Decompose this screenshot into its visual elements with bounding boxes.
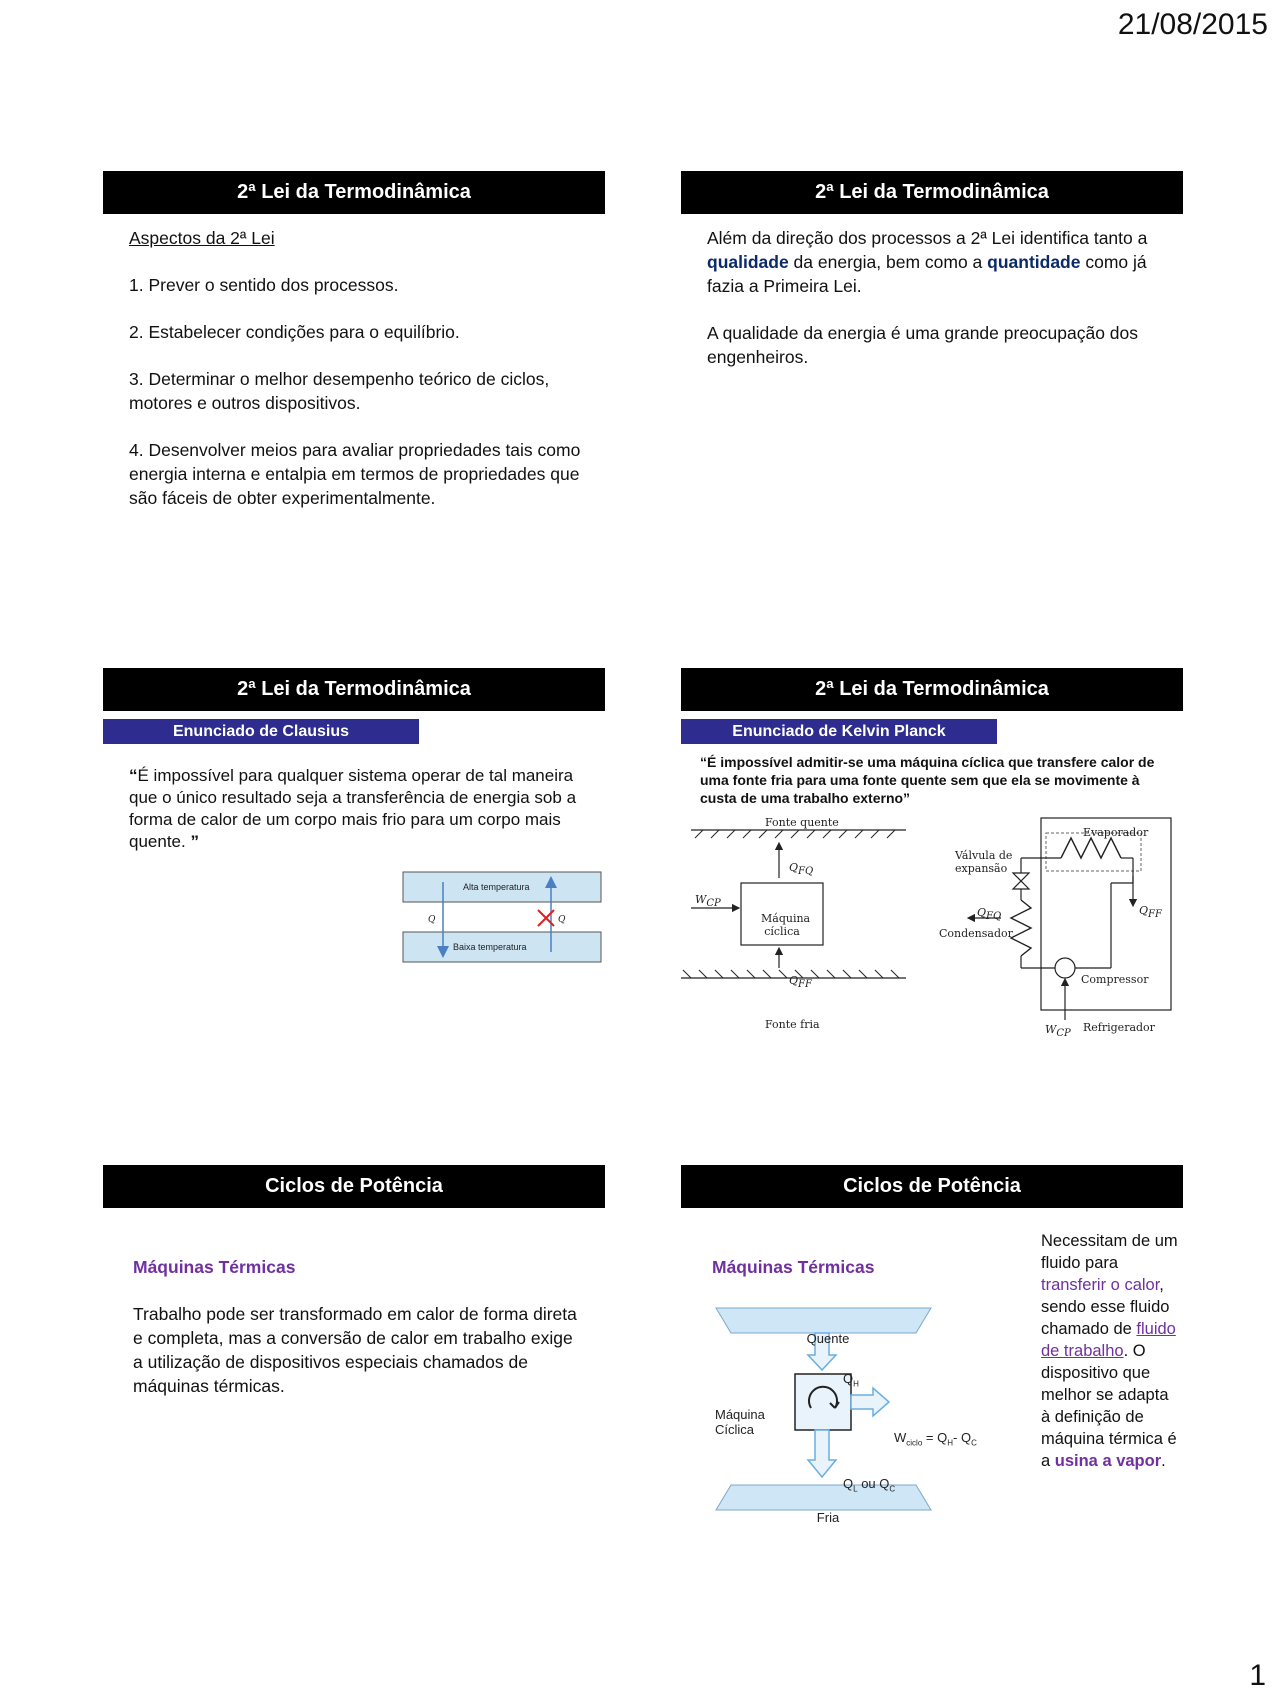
slide-heading: Aspectos da 2ª Lei (129, 228, 275, 248)
label-fria: Fria (816, 1510, 840, 1525)
label-q-fq: $Q_{FQ}$ (789, 861, 814, 878)
slide-title: 2ª Lei da Termodinâmica (103, 668, 605, 711)
label-q-fq-refrig: $Q_{FQ}$ (977, 906, 1002, 923)
slide-body (133, 1255, 585, 1421)
paragraph-quality: Além da direção dos processos a 2ª Lei identifica tanto a qualidade da energia, bem como a quantidade como já fazia a Primeira Lei. (707, 228, 1148, 296)
slide-body (129, 226, 585, 533)
q-right: Q (558, 915, 566, 925)
slide-2 (681, 171, 1183, 601)
label-compressor: Compressor (1081, 973, 1149, 986)
kelvin-quote: “É impossível admitir-se uma máquina cíclica que transfere calor de uma fonte fria para uma fonte quente sem que ela se movimente à custa de uma trabalho externo” (700, 754, 1155, 806)
slide-title: 2ª Lei da Termodinâmica (681, 171, 1183, 214)
link-transferir-calor[interactable]: transferir o calor (1041, 1276, 1160, 1294)
list-item: 3. Determinar o melhor desempenho teórico de ciclos, motores e outros dispositivos. (129, 369, 550, 413)
slide-6 (681, 1165, 1183, 1645)
label-q-ff-refrig: $Q_{FF}$ (1139, 904, 1162, 921)
compressor-circle (1055, 958, 1075, 978)
list-item: 4. Desenvolver meios para avaliar propriedades tais como energia interna e entalpia em termos de propriedades que são fáceis de obter experimentalmente. (129, 440, 581, 508)
label-valvula: Válvula de expansão (955, 849, 1013, 875)
keyword-quantidade: quantidade (987, 252, 1081, 272)
label-q-ff: $Q_{FF}$ (789, 974, 812, 991)
slide-1 (103, 171, 605, 601)
keyword-usina-vapor: usina a vapor (1054, 1452, 1162, 1470)
label-w-cp-refrig: $W_{CP}$ (1045, 1023, 1071, 1040)
label-evaporador: Evaporador (1083, 826, 1149, 839)
slide-title: Ciclos de Potência (681, 1165, 1183, 1208)
slide-subtitle: Enunciado de Kelvin Planck (681, 719, 997, 744)
label-fonte-quente: Fonte quente (765, 816, 839, 829)
q-left: Q (428, 915, 436, 925)
page-date: 21/08/2015 (1117, 8, 1268, 41)
slide-heading: Máquinas Térmicas (712, 1257, 875, 1277)
label-refrigerador: Refrigerador (1083, 1021, 1155, 1034)
slide-heading: Máquinas Térmicas (133, 1257, 296, 1277)
label-w-equation: $W_{ciclo} = Q_H-$ $Q_C$ (894, 1430, 977, 1448)
clausius-quote: “É impossível para qualquer sistema operar de tal maneira que o único resultado seja a transferência de energia sob a forma de calor de um corpo mais frio para um corpo mais quente. ” (129, 766, 577, 851)
hot-reservoir (716, 1308, 931, 1333)
slide-4 (681, 668, 1183, 1098)
clausius-diagram (398, 868, 608, 968)
slide-3 (103, 668, 605, 1098)
slide-subtitle: Enunciado de Clausius (103, 719, 419, 744)
paragraph-concern: A qualidade da energia é uma grande preocupação dos engenheiros. (707, 323, 1139, 367)
slide-title: 2ª Lei da Termodinâmica (103, 171, 605, 214)
slide-body (707, 226, 1163, 392)
label-ql-qc: $Q_L$ ou $Q_C$ (843, 1476, 896, 1494)
link-fluido-trabalho[interactable]: fluido de trabalho (1041, 1320, 1176, 1360)
label-machine: Máquina cíclica (761, 912, 811, 938)
slide-5 (103, 1165, 605, 1595)
label-maquina: Máquina Cíclica (715, 1407, 765, 1437)
list-item: 2. Estabelecer condições para o equilíbrio. (129, 322, 460, 342)
label-qh: $Q_H$ (843, 1371, 859, 1389)
paragraph: Trabalho pode ser transformado em calor de forma direta e completa, mas a conversão de calor em trabalho exige a utilização de dispositivos especiais chamados de máquinas térmicas. (133, 1304, 577, 1396)
kelvin-diagram (681, 808, 1183, 1044)
label-fonte-fria: Fonte fria (765, 1018, 820, 1031)
slide-title: 2ª Lei da Termodinâmica (681, 668, 1183, 711)
side-paragraph: Necessitam de um fluido para transferir o calor, sendo esse fluido chamado de fluido de trabalho. O dispositivo que melhor se adapta à definição de máquina térmica é a usina a vapor. (1041, 1232, 1178, 1470)
list-item: 1. Prever o sentido dos processos. (129, 275, 399, 295)
hot-label: Alta temperatura (463, 882, 530, 892)
label-w-cp: $W_{CP}$ (695, 893, 721, 910)
cold-label: Baixa temperatura (453, 942, 527, 952)
label-quente: Quente (806, 1331, 850, 1346)
slide-title: Ciclos de Potência (103, 1165, 605, 1208)
label-condensador: Condensador (939, 927, 1013, 940)
heat-engine-labels (715, 1331, 1046, 1555)
keyword-qualidade: qualidade (707, 252, 789, 272)
page-number: 1 (1249, 1659, 1266, 1692)
